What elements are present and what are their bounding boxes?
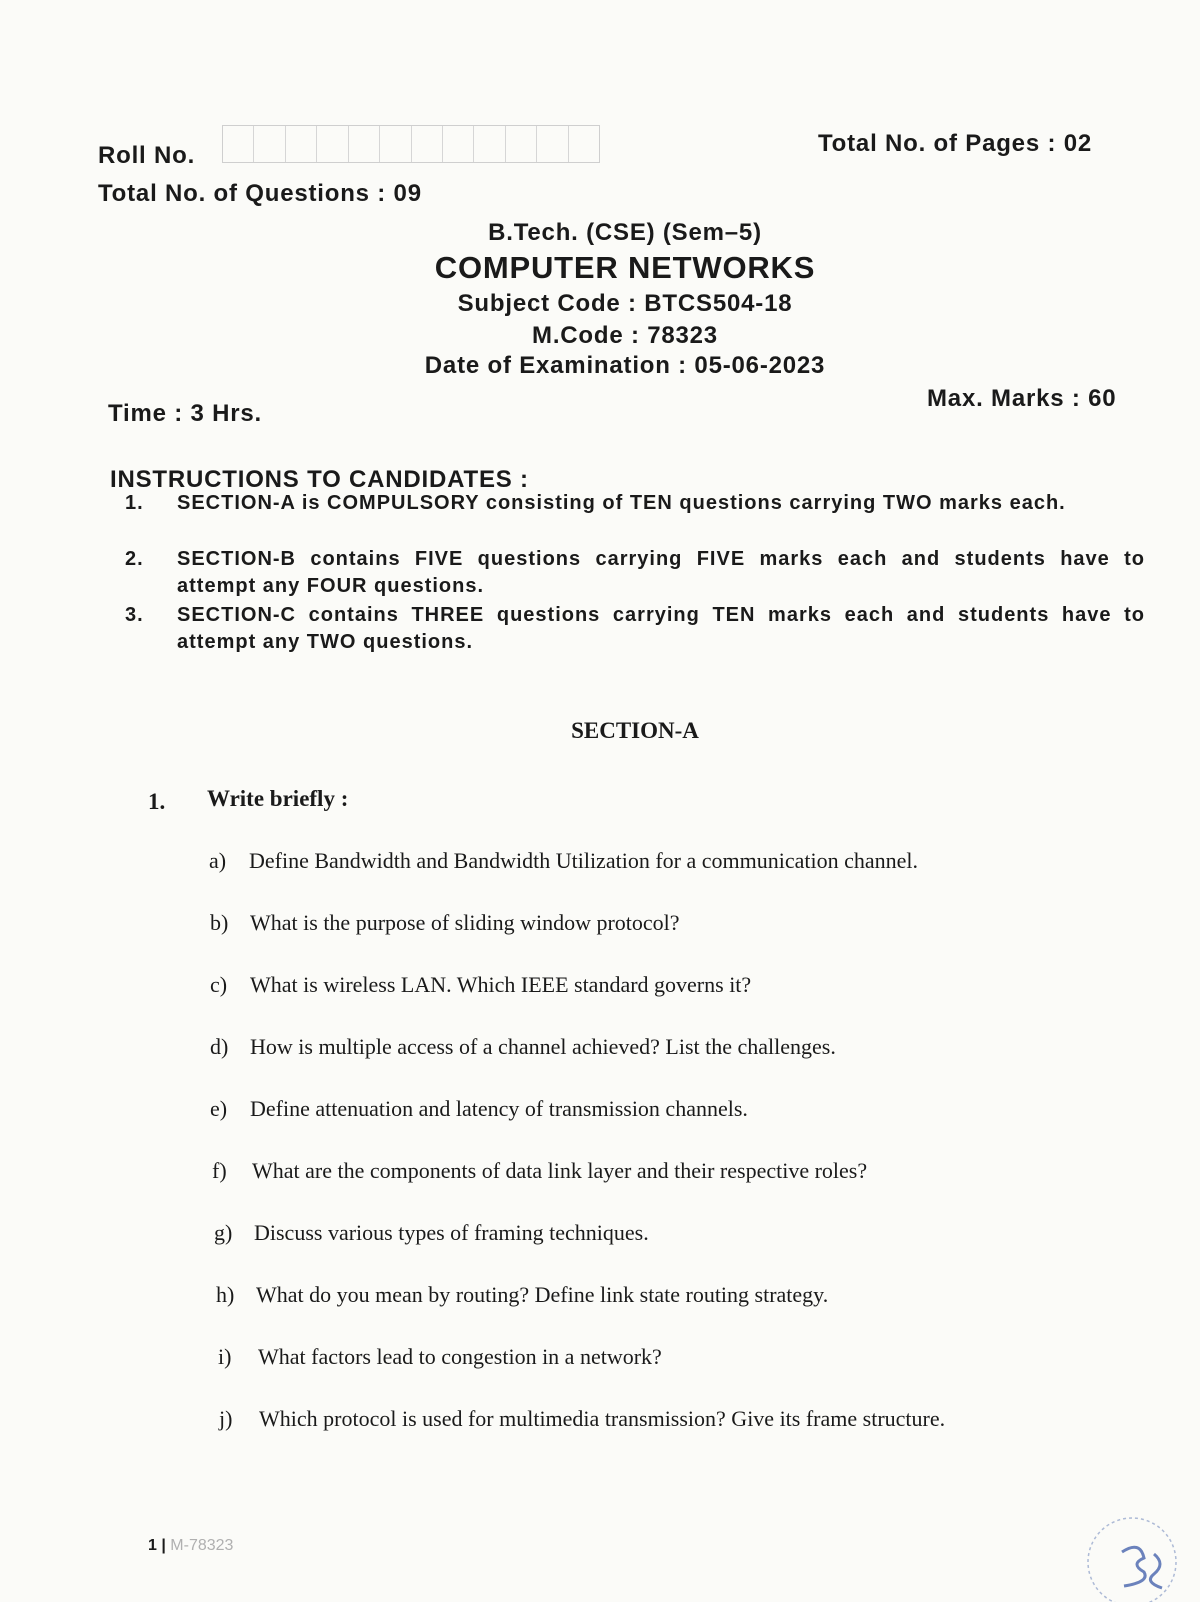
sub-question-text: Which protocol is used for multimedia transmission? Give its frame structure.: [259, 1406, 946, 1431]
sub-question: [210, 1096, 748, 1122]
sub-question-letter: f): [212, 1158, 227, 1183]
sub-question-letter: g): [214, 1220, 233, 1245]
sub-question-letter: j): [219, 1406, 233, 1431]
instruction-number: 2.: [125, 548, 144, 570]
question-text: Write briefly :: [207, 786, 349, 811]
instructions-title: INSTRUCTIONS TO CANDIDATES :: [110, 466, 529, 493]
exam-time: Time : 3 Hrs.: [108, 400, 263, 427]
sub-question-letter: c): [210, 972, 228, 997]
stamp-mark: [1062, 1482, 1182, 1602]
sub-question-text: What factors lead to congestion in a network?: [258, 1344, 662, 1369]
sub-question-letter: e): [210, 1096, 228, 1121]
sub-question-text: What is the purpose of sliding window protocol?: [250, 910, 680, 935]
page-number: 1 |: [148, 1537, 166, 1554]
max-marks: Max. Marks : 60: [927, 385, 1117, 412]
page-footer: [148, 1537, 233, 1555]
roll-number-label: Roll No.: [98, 142, 196, 169]
sub-question-text: What are the components of data link layer and their respective roles?: [252, 1158, 868, 1183]
sub-question: [219, 1406, 945, 1432]
footer-mcode: M-78323: [170, 1537, 234, 1554]
sub-question: [216, 1282, 828, 1308]
instruction-item: [125, 546, 1145, 600]
sub-question-text: What do you mean by routing? Define link state routing strategy.: [256, 1282, 829, 1307]
sub-question: [218, 1344, 662, 1370]
sub-question: [210, 972, 751, 998]
sub-question-letter: d): [210, 1034, 229, 1059]
sub-question-text: Discuss various types of framing techniques.: [254, 1220, 649, 1245]
section-a-heading: SECTION-A: [571, 718, 699, 743]
subject-code: Subject Code : BTCS504-18: [457, 290, 793, 317]
sub-question: [212, 1158, 867, 1184]
sub-question: [209, 848, 918, 874]
subject-title: COMPUTER NETWORKS: [434, 250, 816, 285]
question-number: 1.: [148, 789, 166, 814]
sub-question-letter: b): [210, 910, 229, 935]
sub-question-text: What is wireless LAN. Which IEEE standard governs it?: [250, 972, 752, 997]
instruction-number: 3.: [125, 604, 144, 626]
sub-question: [210, 910, 680, 936]
sub-question-text: Define attenuation and latency of transmission channels.: [250, 1096, 748, 1121]
total-pages: Total No. of Pages : 02: [818, 130, 1092, 157]
instruction-number: 1.: [125, 492, 144, 514]
instruction-text: SECTION-A is COMPULSORY consisting of TEN questions carrying TWO marks each.: [177, 492, 1066, 514]
degree-title: B.Tech. (CSE) (Sem–5): [488, 219, 762, 246]
m-code: M.Code : 78323: [532, 322, 718, 349]
sub-question: [210, 1034, 836, 1060]
sub-question-letter: a): [209, 848, 227, 873]
sub-question-text: Define Bandwidth and Bandwidth Utilization for a communication channel.: [249, 848, 918, 873]
sub-question: [214, 1220, 649, 1246]
instruction-item: [125, 602, 1145, 656]
sub-question-text: How is multiple access of a channel achieved? List the challenges.: [250, 1034, 836, 1059]
roll-number-boxes: [222, 125, 600, 163]
exam-date: Date of Examination : 05-06-2023: [424, 352, 826, 379]
sub-question-letter: i): [218, 1344, 232, 1369]
total-questions: Total No. of Questions : 09: [98, 180, 422, 207]
instruction-text: SECTION-B contains FIVE questions carrying FIVE marks each and students have to attempt any FOUR questions.: [177, 548, 1145, 597]
instruction-item: [125, 490, 1145, 517]
instruction-text: SECTION-C contains THREE questions carrying TEN marks each and students have to attempt any TWO questions.: [177, 604, 1145, 653]
sub-question-letter: h): [216, 1282, 235, 1307]
